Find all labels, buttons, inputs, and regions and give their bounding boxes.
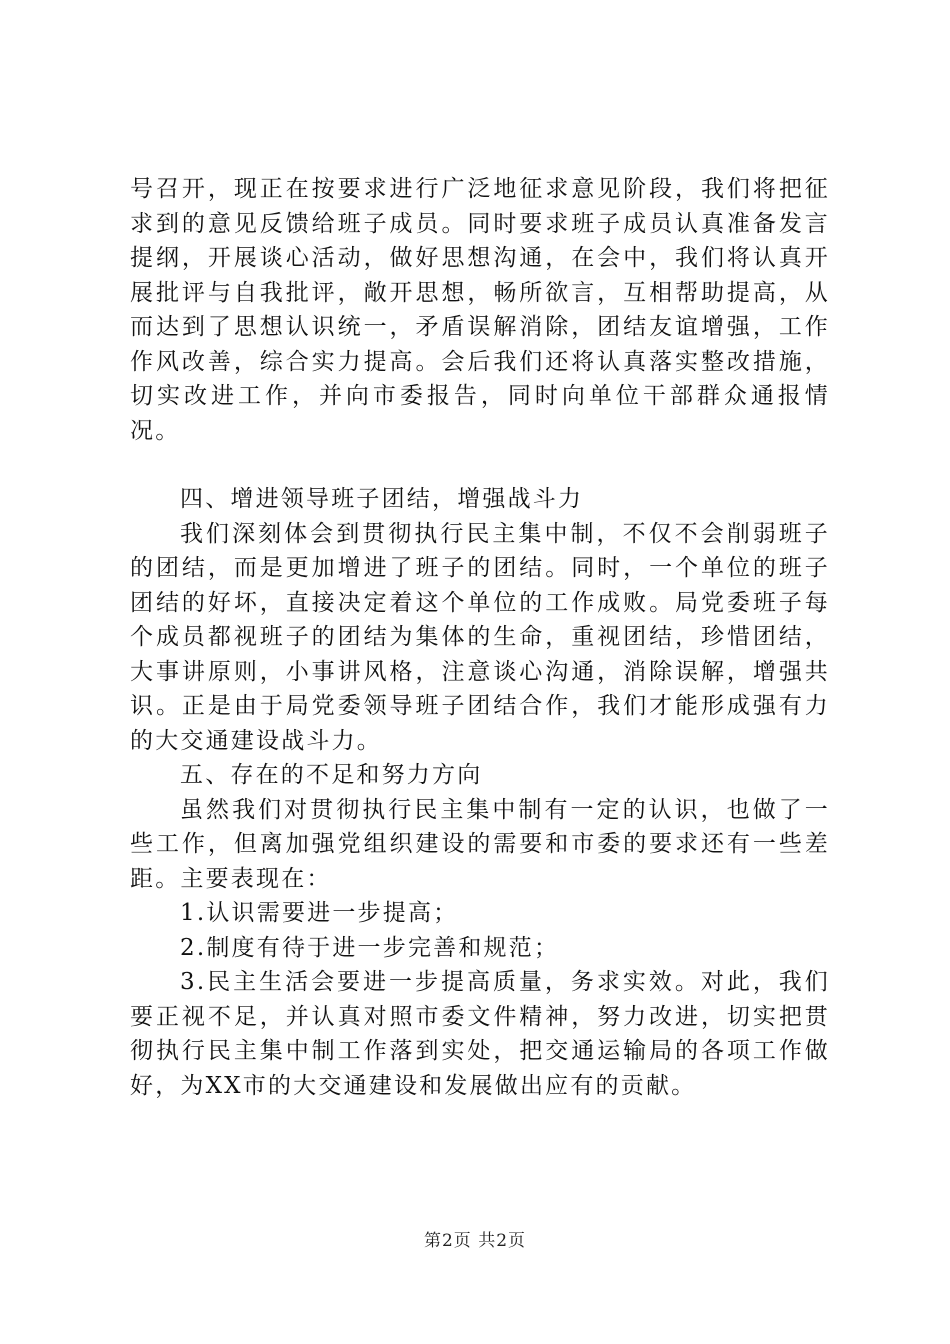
- paragraph-gap: [130, 448, 830, 482]
- paragraph-shortcomings: 虽然我们对贯彻执行民主集中制有一定的认识，也做了一些工作，但离加强党组织建设的需要和市委的要求还有一些差距。主要表现在：: [130, 796, 830, 892]
- list-item-3: 3.民主生活会要进一步提高质量，务求实效。对此，我们要正视不足，并认真对照市委文件精神，努力改进，切实把贯彻执行民主集中制工作落到实处，把交通运输局的各项工作做好，为XX市的大交通建设和发展做出应有的贡献。: [130, 969, 830, 1099]
- list-item-2: 2.制度有待于进一步完善和规范；: [180, 934, 560, 961]
- section-heading-4: 四、增进领导班子团结，增强战斗力: [180, 486, 584, 512]
- paragraph-unity: 我们深刻体会到贯彻执行民主集中制，不仅不会削弱班子的团结，而是更加增进了班子的团结。同时，一个单位的班子团结的好坏，直接决定着这个单位的工作成败。局党委班子每个成员都视班子的团结为集体的生命，重视团结，珍惜团结，大事讲原则，小事讲风格，注意谈心沟通，消除误解，增强共识。正是由于局党委领导班子团结合作，我们才能形成强有力的大交通建设战斗力。: [130, 520, 830, 754]
- document-body: [130, 172, 830, 1103]
- section-heading-5: 五、存在的不足和努力方向: [180, 762, 483, 788]
- list-item-1: 1.认识需要进一步提高；: [180, 900, 459, 926]
- paragraph-continuation: 号召开，现正在按要求进行广泛地征求意见阶段，我们将把征求到的意见反馈给班子成员。同时要求班子成员认真准备发言提纲，开展谈心活动，做好思想沟通，在会中，我们将认真开展批评与自我批评，敞开思想，畅所欲言，互相帮助提高，从而达到了思想认识统一，矛盾误解消除，团结友谊增强，工作作风改善，综合实力提高。会后我们还将认真落实整改措施，切实改进工作，并向市委报告，同时向单位干部群众通报情况。: [130, 176, 830, 444]
- page-footer: 第2页 共2页: [423, 1231, 527, 1251]
